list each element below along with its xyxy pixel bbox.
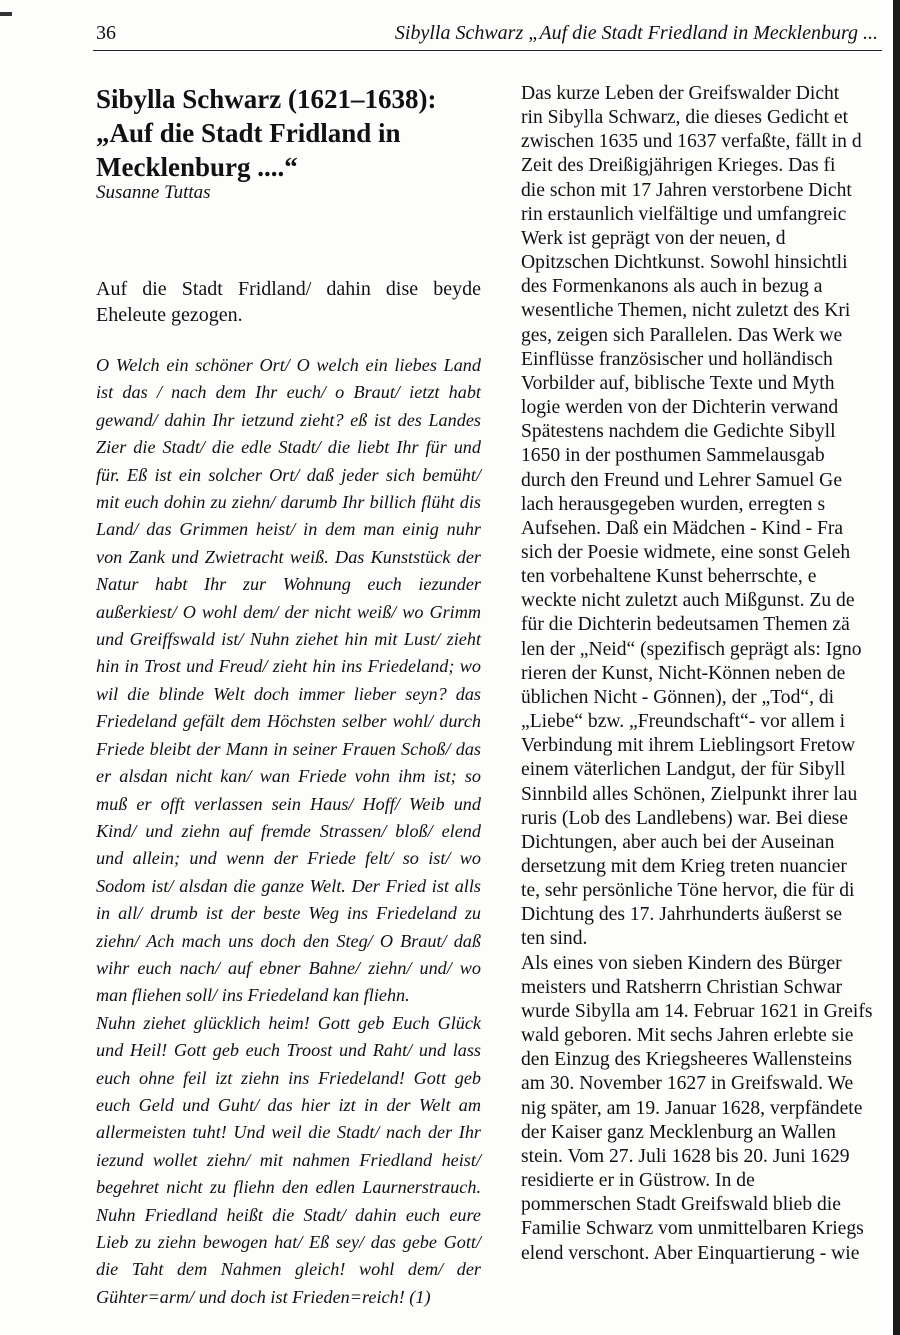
body-text-line: für die Dichterin bedeutsamen Themen zä xyxy=(521,614,850,636)
body-text-line: einem väterlichen Landgut, der für Sibyll xyxy=(521,759,846,781)
body-text-line: stein. Vom 27. Juli 1628 bis 20. Juni 1629 xyxy=(521,1145,850,1167)
body-text-line: wald geboren. Mit sechs Jahren erlebte sie xyxy=(521,1025,854,1047)
body-text-line: Einflüsse französischer und holländisch xyxy=(521,348,833,370)
body-text-line: residierte er in Güstrow. In de xyxy=(521,1170,755,1192)
poem-heading: Auf die Stadt Fridland/ dahin dise beyde Eheleute gezogen. xyxy=(96,278,481,326)
body-text-line: Dichtungen, aber auch bei der Auseinan xyxy=(521,831,835,853)
body-text-line: sich der Poesie widmete, eine sonst Geleh xyxy=(521,541,851,563)
body-text-line: Werk ist geprägt von der neuen, d xyxy=(521,227,786,249)
body-text-line: Verbindung mit ihrem Lieblingsort Fretow xyxy=(521,735,856,757)
poem-paragraph: O Welch ein schöner Ort/ O welch ein liebes Land ist das / nach dem Ihr euch/ o Braut/ ietzt habt gewand/ dahin Ihr ietzund zieht? eß ist des Landes Zier die Stadt/ die edle Stadt/ die liebt Ihr für und für. Eß ist ein solcher Ort/ daß jeder sich bemüht/ mit euch dohin zu ziehn/ darumb Ihr billich flüht dis Land/ das Grimmen heist/ in dem man einig nuhr von Zank und Zwietracht weiß. Das Kunststück der Natur habt Ihr zur Wohnung euch iezunder außerkiest/ O wohl dem/ der nicht weiß/ wo Grimm und Greiffswald ist/ Nuhn ziehet hin mit Lust/ zieht hin in Trost und Freud/ zieht hin ins Friedeland; wo wil die blinde Welt doch immer lieber seyn? das Friedeland gefält dem Höchsten selber wohl/ durch Friede bleibt der Mann in seiner Frauen Schoß/ das er alsdan nicht kan/ wan Friede vohn ihm ist; so muß er offt verlassen sein Haus/ Hoff/ Weib und Kind/ und ziehn auf fremde Strassen/ bloß/ elend und allein; und wenn der Friede felt/ so ist/ wo Sodom ist/ alsdan die ganze Welt. Der Fried ist alls in all/ drumb ist der beste Weg ins Friedeland zu ziehn/ Ach mach uns doch den Steg/ O Braut/ daß wihr euch nach/ auf ebner Bahne/ ziehn/ und/ wo man fliehen soll/ ins Friedeland kan fliehn. xyxy=(96,355,481,1006)
body-text-line: nig später, am 19. Januar 1628, verpfändete xyxy=(521,1097,863,1119)
body-text-line: wurde Sibylla am 14. Februar 1621 in Greifs xyxy=(521,1000,873,1022)
body-text-line: der Kaiser ganz Mecklenburg an Wallen xyxy=(521,1121,836,1143)
body-text-line: Spätestens nachdem die Gedichte Sibyll xyxy=(521,421,836,443)
body-text-line: elend verschont. Aber Einquartierung - wie xyxy=(521,1242,860,1264)
body-text-line: ruris (Lob des Landlebens) war. Bei diese xyxy=(521,807,849,829)
poem-paragraph: Nuhn ziehet glücklich heim! Gott geb Euch Glück und Heil! Gott geb euch Troost und Raht/ und lass euch ohne feil izt ziehn ins Friedeland! Gott geb euch Geld und Guht/ das hier izt in der Welt am allermeisten tuht! Und weil die Stadt/ nach der Ihr iezund wollet ziehn/ mit nahmen Friedland heist/ begehret nicht zu fliehn den edlen Laurnerstrauch. Nuhn Friedland heißt die Stadt/ dahin euch eure Lieb zu ziehn bewogen hat/ Eß sey/ das gebe Gott/ die Taht dem Nahmen gleich! wohl dem/ der Gühter=arm/ und doch ist Frieden=reich! (1) xyxy=(96,1012,481,1307)
body-text-line: „Liebe“ bzw. „Freundschaft“- vor allem i xyxy=(521,711,846,733)
running-head: Sibylla Schwarz „Auf die Stadt Friedland in Mecklenburg ... xyxy=(394,22,878,44)
body-text-line: Sinnbild alles Schönen, Zielpunkt ihrer lau xyxy=(521,783,858,805)
body-text-line: Dichtung des 17. Jahrhunderts äußerst se xyxy=(521,904,843,926)
body-text-line: Aufsehen. Daß ein Mädchen - Kind - Fra xyxy=(521,517,844,539)
body-text-line: ten vorbehaltene Kunst beherrschte, e xyxy=(521,566,817,588)
body-text-line: Das kurze Leben der Greifswalder Dicht xyxy=(521,83,840,104)
body-text-line: am 30. November 1627 in Greifswald. We xyxy=(521,1073,854,1095)
article-title: Sibylla Schwarz (1621–1638): „Auf die Stadt Fridland in Mecklenburg ....“ xyxy=(96,84,437,182)
page-gutter-edge xyxy=(893,0,900,1335)
body-text-line: rin Sibylla Schwarz, die dieses Gedicht et xyxy=(521,107,849,129)
body-text-line: zwischen 1635 und 1637 verfaßte, fällt in d xyxy=(521,131,862,153)
body-text-line: rieren der Kunst, Nicht-Können neben de xyxy=(521,662,846,684)
scan-mark xyxy=(0,12,12,16)
body-text-line: Opitzschen Dichtkunst. Sowohl hinsichtli xyxy=(521,252,848,274)
body-text-line: dersetzung mit dem Krieg treten nuancier xyxy=(521,856,847,877)
body-text-line: üblichen Nicht - Gönnen), der „Tod“, di xyxy=(521,686,835,708)
body-text-line: durch den Freund und Lehrer Samuel Ge xyxy=(521,469,843,491)
body-text-line: Vorbilder auf, biblische Texte und Myth xyxy=(521,372,835,394)
body-text-column xyxy=(521,82,900,1322)
body-text-line: wesentliche Themen, nicht zuletzt des Kri xyxy=(521,300,851,322)
body-text-line: meisters und Ratsherrn Christian Schwar xyxy=(521,976,843,998)
body-text-line: Als eines von sieben Kindern des Bürger xyxy=(521,952,842,974)
body-text-line: len der „Neid“ (spezifisch geprägt als: Igno xyxy=(521,638,862,660)
body-text-line: 1650 in der posthumen Sammelausgab xyxy=(521,445,825,467)
body-text-line: te, sehr persönliche Töne hervor, die für di xyxy=(521,880,855,902)
body-text-line: lach herausgegeben wurden, erregten s xyxy=(521,493,826,515)
body-text-line: den Einzug des Kriegsheeres Wallensteins xyxy=(521,1049,853,1071)
body-text-line: rin erstaunlich vielfältige und umfangreic xyxy=(521,203,847,225)
body-text-line: die schon mit 17 Jahren verstorbene Dicht xyxy=(521,179,852,201)
body-text-line: ges, zeigen sich Parallelen. Das Werk we xyxy=(521,324,843,346)
body-text-line: Familie Schwarz vom unmittelbaren Kriegs xyxy=(521,1218,864,1240)
body-text-line: Zeit des Dreißigjährigen Krieges. Das fi xyxy=(521,155,836,177)
page-number: 36 xyxy=(96,22,116,44)
header-rule xyxy=(93,50,882,51)
poem-text xyxy=(96,352,481,1311)
body-text-line: ten sind. xyxy=(521,928,588,950)
body-text-line: weckte nicht zuletzt auch Mißgunst. Zu de xyxy=(521,590,855,612)
body-text-line: des Formenkanons als auch in bezug a xyxy=(521,276,823,298)
body-text-line: pommerschen Stadt Greifswald blieb die xyxy=(521,1194,841,1216)
body-text-line: logie werden von der Dichterin verwand xyxy=(521,397,839,419)
article-author: Susanne Tuttas xyxy=(96,182,211,203)
